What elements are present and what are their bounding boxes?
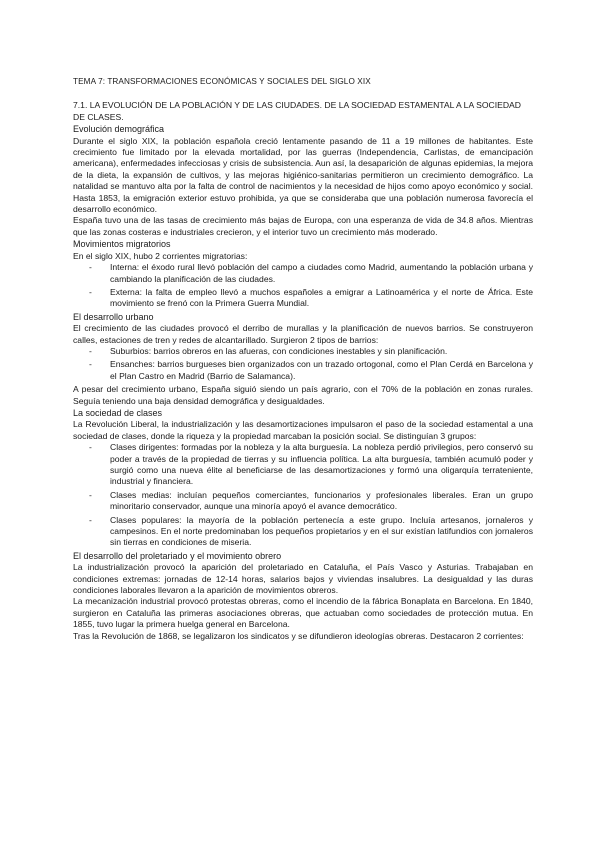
list-sociedad (73, 442, 533, 549)
list-item (73, 490, 533, 513)
heading-evolucion: Evolución demográfica (73, 124, 165, 135)
list-item (73, 262, 533, 285)
bullet-dash: - (89, 345, 92, 356)
heading-sociedad: La sociedad de clases (73, 407, 163, 418)
bullet-dash: - (89, 514, 92, 525)
list-item-text: Interna: el éxodo rural llevó población del campo a ciudades como Madrid, aumentando la población urbana y cambiando la planificación de las ciudades. (110, 262, 533, 284)
list-item (73, 515, 533, 549)
paragraph: La mecanización industrial provocó protestas obreras, como el incendio de la fábrica Bonaplata en Barcelona. En 1840, surgieron en Cataluña las primeras asociaciones obreras, que actuaban como sociedades de protección mutua. En 1855, tuvo lugar la primera huelga general en Barcelona. (73, 596, 533, 630)
document-title: TEMA 7: TRANSFORMACIONES ECONÓMICAS Y SOCIALES DEL SIGLO XIX (73, 77, 371, 86)
list-item-text: Clases populares: la mayoría de la población pertenecía a este grupo. Incluía artesanos, jornaleros y campesinos. En el norte predominaban los pequeños propietarios y en el sur existían latifundios con jornaleros sin tierras en condiciones de miseria. (110, 514, 533, 548)
list-migratorios (73, 262, 533, 310)
list-item-text: Ensanches: barrios burgueses bien organizados con un trazado ortogonal, como el Plan Cerdá en Barcelona y el Plan Castro en Madrid (Barrio de Salamanca). (110, 359, 533, 381)
paragraph: La Revolución Liberal, la industrialización y las desamortizaciones impulsaron el paso de la sociedad estamental a una sociedad de clases, donde la riqueza y la propiedad marcaban la posición social. Se distinguían 3 grupos: (73, 419, 533, 441)
bullet-dash: - (89, 442, 92, 453)
bullet-dash: - (89, 489, 92, 500)
heading-migratorios: Movimientos migratorios (73, 239, 171, 250)
list-item-text: Clases medias: incluían pequeños comerciantes, funcionarios y profesionales liberales. Eran un grupo minoritario conservador, aunque una minoría apoyó el avance democrático. (110, 489, 533, 512)
paragraph: La industrialización provocó la aparición del proletariado en Cataluña, el País Vasco y Asturias. Trabajaban en condiciones extremas: jornadas de 12-14 horas, salarios bajos y viviendas insalubres. La desigualdad y las duras condiciones laborales llevaron a la aparición de movimientos obreros. (73, 562, 533, 596)
list-item (73, 287, 533, 310)
bullet-dash: - (89, 262, 92, 273)
list-item-text: Clases dirigentes: formadas por la nobleza y la alta burguesía. La nobleza perdió privilegios, pero conservó su poder a través de la propiedad de tierras y su influencia política. La alta burguesía, también acumuló poder y surgió como una nueva élite al beneficiarse de las desamortizaciones y formó una oligarquía terrateniente, industrial y financiera. (110, 442, 533, 487)
paragraph: En el siglo XIX, hubo 2 corrientes migratorias: (73, 250, 248, 261)
list-item-text: Externa: la falta de empleo llevó a muchos españoles a emigrar a Latinoamérica y el norte de África. Este movimiento se frenó con la Primera Guerra Mundial. (110, 286, 533, 309)
bullet-dash: - (89, 359, 92, 370)
paragraph: El crecimiento de las ciudades provocó el derribo de murallas y la planificación de nuevos barrios. Se construyeron calles, estaciones de tren y redes de alcantarillado. Surgieron 2 tipos de barrios: (73, 323, 533, 345)
paragraph: Durante el siglo XIX, la población española creció lentamente pasando de 11 a 19 millones de habitantes. Este crecimiento fue limitado por la elevada mortalidad, por las guerras (Independencia, Carlistas, de emancipación americana), enfermedades infecciosas y crisis de subsistencia. Aun así, la desaparición de algunas epidemias, la mejora de la dieta, la expansión de cultivos, y las mejoras higiénico-sanitarias permitieron un crecimiento demográfico. La natalidad se mantuvo alta por la falta de control de nacimientos y la necesidad de hijos como apoyo económico y social. Hasta 1853, la emigración exterior estuvo prohibida, ya que se consideraba que una población numerosa favorecía el desarrollo económico. (73, 135, 534, 215)
list-urbano (73, 346, 533, 382)
paragraph: A pesar del crecimiento urbano, España siguió siendo un país agrario, con el 70% de la población en zonas rurales. Seguía teniendo una baja densidad demográfica y desigualdades. (73, 384, 533, 406)
list-item-text: Suburbios: barrios obreros en las afueras, con condiciones inestables y sin planificación. (110, 345, 448, 356)
document-page (73, 76, 533, 642)
list-item (73, 346, 533, 357)
paragraph: España tuvo una de las tasas de crecimiento más bajas de Europa, con una esperanza de vida de 34.8 años. Mientras que las zonas costeras e industriales crecieron, y el interior tuvo un crecimiento más moderado. (73, 215, 533, 237)
list-item (73, 359, 533, 382)
heading-urbano: El desarrollo urbano (73, 311, 154, 322)
section-title: 7.1. LA EVOLUCIÓN DE LA POBLACIÓN Y DE LAS CIUDADES. DE LA SOCIEDAD ESTAMENTAL A LA SOCIEDAD DE CLASES. (73, 100, 521, 122)
bullet-dash: - (89, 286, 92, 297)
paragraph: Tras la Revolución de 1868, se legalizaron los sindicatos y se difundieron ideologías obreras. Destacaron 2 corrientes: (73, 630, 524, 641)
heading-obrero: El desarrollo del proletariado y el movimiento obrero (73, 550, 282, 561)
list-item (73, 442, 533, 488)
